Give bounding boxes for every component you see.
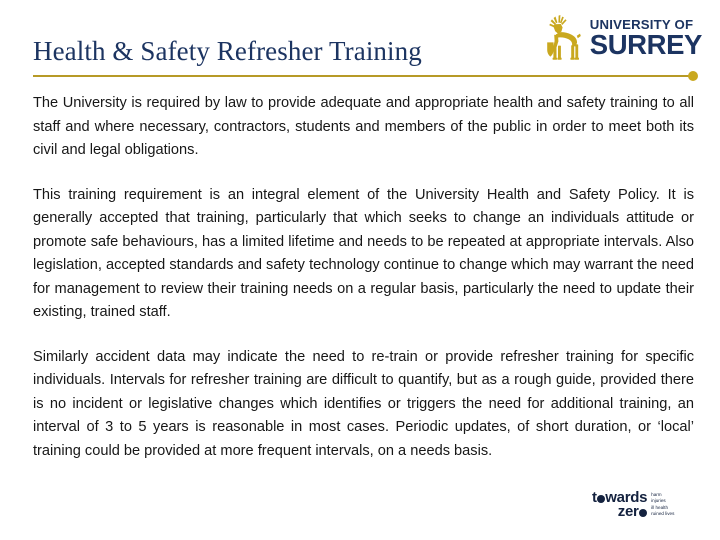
- circle-o-icon-2: [639, 509, 647, 517]
- header-divider-rule: [33, 75, 692, 77]
- towards-zero-zer: zer: [617, 503, 639, 520]
- towards-zero-tagline: [651, 492, 674, 518]
- towards-zero-wards: wards: [605, 489, 648, 506]
- body-content: [33, 92, 694, 463]
- university-wordmark-main: SURREY: [589, 29, 702, 61]
- page-title: Health & Safety Refresher Training: [33, 36, 422, 66]
- header-divider-dot: [688, 71, 698, 81]
- stag-icon: [541, 14, 585, 62]
- towards-zero-logo: [592, 491, 674, 519]
- paragraph-2: This training requirement is an integral element of the University Health and Safety Policy. It is generally accepted that training, particularly that which seeks to change an individuals attitude or promote safe behaviours, has a limited lifetime and needs to be repeated at appropriate intervals. Also legislation, accepted standards and safety technology continue to change which may warrant the need for management to review their training needs on a regular basis, particularly the need to update their existing, trained staff.: [33, 186, 694, 320]
- university-logo: [541, 14, 702, 62]
- tagline-line-3: ill health: [651, 504, 669, 510]
- university-wordmark-top: UNIVERSITY OF: [589, 16, 694, 32]
- university-wordmark: [589, 16, 702, 61]
- towards-zero-line-2: [618, 505, 647, 519]
- tagline-line-4: ruined lives: [651, 510, 675, 516]
- towards-zero-wordmark: [592, 491, 647, 519]
- circle-o-icon: [597, 495, 605, 503]
- tagline-line-1: harm: [651, 492, 662, 498]
- towards-zero-t: t: [592, 489, 597, 506]
- tagline-line-2: injuries: [651, 498, 666, 504]
- paragraph-1: The University is required by law to provide adequate and appropriate health and safety training to all staff and where necessary, contractors, students and members of the public in order to meet both its civil and legal obligations.: [33, 95, 694, 158]
- paragraph-3: Similarly accident data may indicate the need to re-train or provide refresher training for specific individuals. Intervals for refresher training are difficult to quantify, but as a rough guide, provided there is no incident or legislative changes which identifies or triggers the need for additional training, an interval of 3 to 5 years is reasonable in most cases. Periodic updates, of short duration, or ‘local’ training could be provided at more frequent intervals, on a needs basis.: [33, 348, 694, 459]
